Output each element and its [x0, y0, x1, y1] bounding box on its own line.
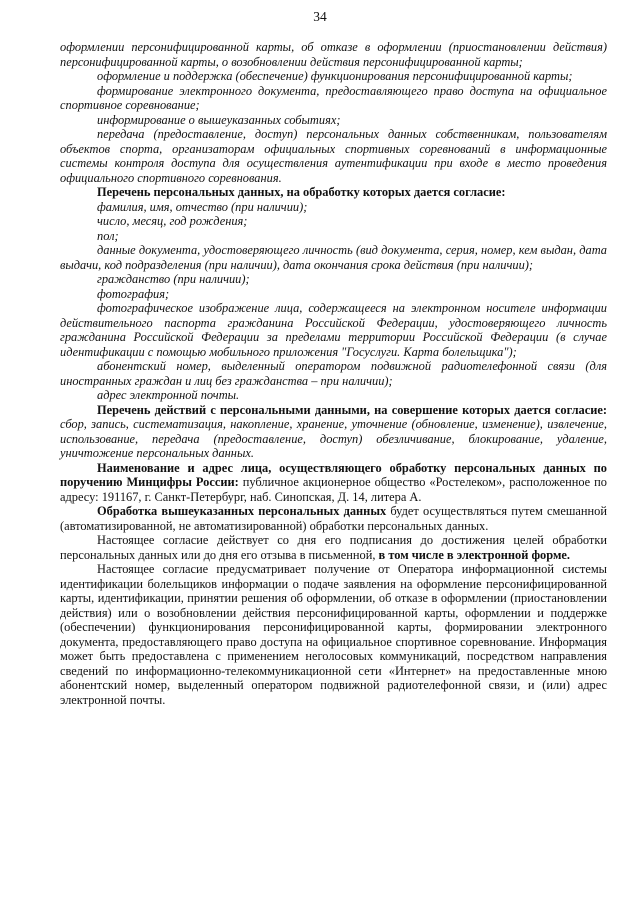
- heading-personal-data-list: Перечень персональных данных, на обработку которых дается согласие:: [97, 185, 506, 199]
- paragraph-processing: [60, 504, 607, 533]
- paragraph-e-document: формирование электронного документа, предоставляющего право доступа на официальное спортивное соревнование;: [60, 83, 607, 112]
- paragraph-informing: информирование о вышеуказанных событиях;: [97, 112, 341, 127]
- paragraph-info: Настоящее согласие предусматривает получение от Оператора информационной системы идентификации болельщиков информации о подаче заявления на оформление персонифицированной карты, идентификации, принятии решения об оформлении, об отказе в оформлении (приостановлении действия) или о возобновлении действия персонифицированной карты, оформлении и поддержке (обеспечении) функционирования персонифицированной карты, формировании электронного документа, предоставляющего право доступа на официальное спортивное соревнование. Информация может быть предоставлена с применением неголосовых коммуникаций, посредством направления сведений по информационно-телекоммуникационной сети «Интернет» на предоставленные мною абонентский номер, выделенный оператором подвижной радиотелефонной связи, и (или) адрес электронной почты.: [60, 562, 607, 707]
- paragraph-operator: [60, 461, 607, 505]
- list-item-phone: абонентский номер, выделенный оператором подвижной радиотелефонной связи (для иностранных граждан и лиц без гражданства – при наличии);: [60, 359, 607, 388]
- page-number: 34: [313, 9, 327, 24]
- paragraph-transfer: передача (предоставление, доступ) персональных данных собственникам, пользователям объектов спорта, организаторам официальных спортивных соревнований в информационные системы контроля доступа для осуществления аутентификации при входе в место проведения официального спортивного соревнования.: [60, 127, 607, 185]
- document-body: [60, 40, 607, 707]
- actions-text: сбор, запись, систематизация, накопление, хранение, уточнение (обновление, изменение), извлечение, использование, передача (предоставление, доступ) обезличивание, блокирование, удаление, уничтожение персональных данных.: [60, 417, 607, 460]
- list-item-citizenship: гражданство (при наличии);: [97, 272, 250, 286]
- list-item-id-document: данные документа, удостоверяющего личность (вид документа, серия, номер, кем выдан, дата выдачи, код подразделения (при наличии), дата окончания срока действия (при наличии);: [60, 243, 607, 272]
- list-item-birth-date: число, месяц, год рождения;: [97, 214, 248, 228]
- validity-text: Настоящее согласие действует со дня его подписания до достижения целей обработки персональных данных или до дня его отзыва в письменной,: [60, 533, 607, 562]
- list-item-full-name: фамилия, имя, отчество (при наличии);: [97, 199, 308, 214]
- actions-lead: Перечень действий с персональными данными, на совершение которых дается согласие:: [97, 402, 607, 417]
- list-item-gender: пол;: [97, 228, 119, 243]
- processing-lead: Обработка вышеуказанных персональных данных: [97, 504, 387, 518]
- paragraph-card-support: оформление и поддержка (обеспечение) функционирования персонифицированной карты;: [97, 69, 573, 83]
- operator-text: публичное акционерное общество «Ростелеком», расположенное по адресу: 191167, г. Санкт-Петербург, наб. Синопская, Д. 14, литера А.: [60, 475, 607, 504]
- paragraph-card-notice: оформлении персонифицированной карты, об отказе в оформлении (приостановлении действия) персонифицированной карты, о возобновлении действия персонифицированной карты;: [60, 40, 607, 69]
- paragraph-validity: [60, 533, 607, 562]
- paragraph-actions: [60, 403, 607, 461]
- validity-bold: в том числе в электронной форме.: [375, 547, 570, 562]
- list-item-face-image: фотографическое изображение лица, содержащееся на электронном носителе информации действительного паспорта гражданина Российской Федерации, удостоверяющего личность гражданина Российской Федерации за пределами территории Российской Федерации (в случае идентификации с помощью мобильного приложения "Госуслуги. Карта болельщика");: [60, 301, 607, 359]
- list-item-photo: фотография;: [97, 286, 170, 301]
- processing-text: будет осуществляться путем смешанной (автоматизированной, не автоматизированной) обработки персональных данных.: [60, 504, 607, 533]
- list-item-email: адрес электронной почты.: [97, 388, 240, 402]
- operator-lead: Наименование и адрес лица, осуществляющего обработку персональных данных по поручению Минцифры России:: [60, 460, 607, 489]
